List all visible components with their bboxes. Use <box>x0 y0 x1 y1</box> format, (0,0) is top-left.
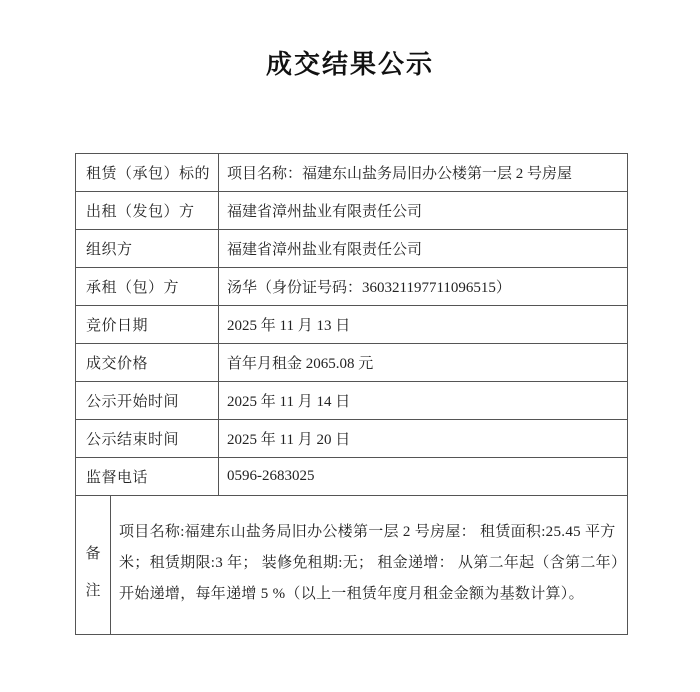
row-value: 汤华（身份证号码：360321197711096515） <box>219 268 628 306</box>
remark-label-char: 注 <box>85 583 101 599</box>
row-label: 竞价日期 <box>76 306 219 344</box>
table-row-remark <box>76 496 628 635</box>
row-value: 2025 年 11 月 14 日 <box>219 382 628 420</box>
table-row <box>76 154 628 192</box>
row-value: 项目名称：福建东山盐务局旧办公楼第一层 2 号房屋 <box>219 154 628 192</box>
document-page <box>0 44 700 692</box>
table-row <box>76 458 628 496</box>
row-value: 0596-2683025 <box>219 458 628 496</box>
table-row <box>76 344 628 382</box>
row-label: 组织方 <box>76 230 219 268</box>
row-value: 首年月租金 2065.08 元 <box>219 344 628 382</box>
row-value: 2025 年 11 月 13 日 <box>219 306 628 344</box>
remark-label-cell <box>76 496 111 635</box>
row-label: 承租（包）方 <box>76 268 219 306</box>
remark-value-cell <box>111 496 628 635</box>
row-value: 2025 年 11 月 20 日 <box>219 420 628 458</box>
table-row <box>76 268 628 306</box>
page-title: 成交结果公示 <box>265 50 434 79</box>
table-row <box>76 382 628 420</box>
row-label: 租赁（承包）标的 <box>76 154 219 192</box>
row-label: 公示开始时间 <box>76 382 219 420</box>
remark-label <box>76 530 110 600</box>
table-row <box>76 306 628 344</box>
remark-text: 项目名称:福建东山盐务局旧办公楼第一层 2 号房屋： 租赁面积:25.45 平方米；租赁期限:3 年； 装修免租期:无； 租金递增： 从第二年起（含第二年）开始递增，每年递增 5 %（以上一租赁年度月租金金额为基数计算）。 <box>119 524 619 602</box>
row-label: 出租（发包）方 <box>76 192 219 230</box>
row-value: 福建省漳州盐业有限责任公司 <box>219 230 628 268</box>
table-row <box>76 192 628 230</box>
table-row <box>76 420 628 458</box>
row-value: 福建省漳州盐业有限责任公司 <box>219 192 628 230</box>
remark-label-char: 备 <box>85 546 101 562</box>
row-label: 成交价格 <box>76 344 219 382</box>
row-label: 监督电话 <box>76 458 219 496</box>
announcement-table <box>75 153 628 635</box>
table-row <box>76 230 628 268</box>
row-label: 公示结束时间 <box>76 420 219 458</box>
